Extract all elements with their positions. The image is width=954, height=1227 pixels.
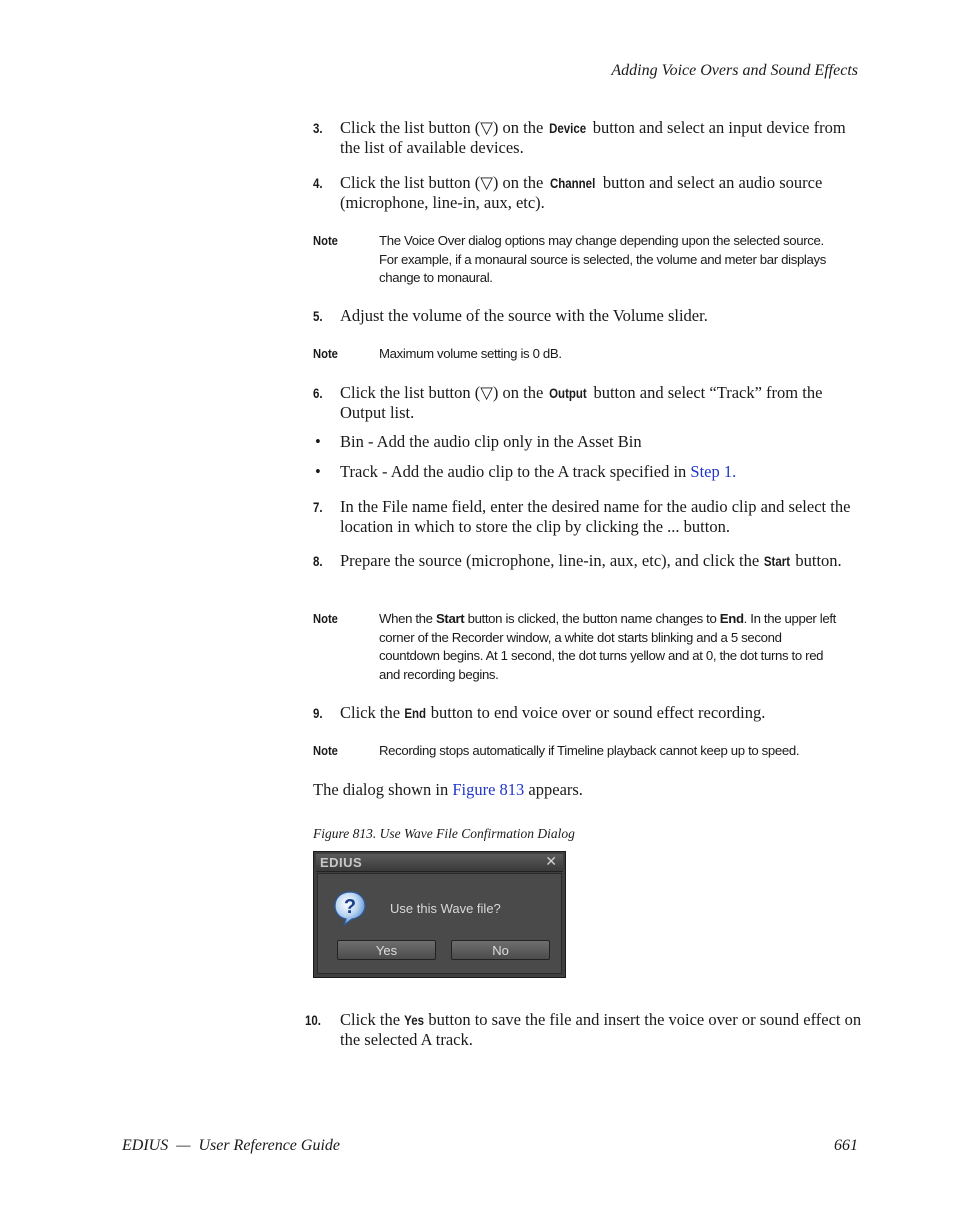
note-label: Note: [313, 233, 338, 248]
ui-label-output: Output: [549, 385, 588, 401]
step-text: In the File name field, enter the desired name for the audio clip and select the location in which to store the clip by clicking the ... button.: [340, 497, 851, 536]
step-text: button and select an audio source (microphone, line-in, aux, etc).: [340, 173, 823, 212]
step-text: button.: [791, 551, 842, 570]
ui-label-end: End: [719, 611, 744, 626]
note-text: Maximum volume setting is 0 dB.: [379, 346, 562, 361]
running-header: Adding Voice Overs and Sound Effects: [611, 62, 858, 79]
list-item-text: Bin - Add the audio clip only in the Asset Bin: [340, 432, 642, 451]
step-text: Click the: [340, 703, 405, 722]
close-icon[interactable]: ✕: [545, 854, 557, 870]
ui-label-end: End: [404, 705, 427, 721]
question-icon: [332, 890, 368, 926]
list-item-text: Track - Add the audio clip to the A track specified in: [340, 462, 691, 481]
step-number: 8.: [313, 554, 323, 569]
note-text: button is clicked, the button name changes to: [464, 611, 720, 626]
list-item-text: .: [732, 462, 737, 481]
figure-813-link[interactable]: Figure 813: [452, 780, 525, 799]
note-label: Note: [313, 611, 338, 626]
step-text: Click the list button (▽) on the: [340, 118, 548, 137]
step-text: Adjust the volume of the source with the Volume slider.: [340, 306, 708, 325]
note-1: [313, 232, 853, 288]
note-4: [313, 742, 853, 761]
step-number: 6.: [313, 386, 323, 401]
step-7: [313, 497, 863, 537]
step-4: [313, 173, 863, 213]
step-text: Click the list button (▽) on the: [340, 173, 548, 192]
step-5: [313, 306, 863, 326]
step-text: button and select “Track” from the Output list.: [340, 383, 823, 422]
step-number: 10.: [305, 1013, 321, 1028]
note-text: When the: [379, 611, 436, 626]
list-item: [313, 462, 736, 482]
step-text: button to save the file and insert the voice over or sound effect on the selected A track.: [340, 1010, 862, 1049]
ui-label-channel: Channel: [550, 175, 596, 191]
step-text: Click the: [340, 1010, 405, 1029]
step-number: 5.: [313, 309, 323, 324]
step-text: button to end voice over or sound effect recording.: [426, 703, 766, 722]
note-label: Note: [313, 743, 338, 758]
step-number: 9.: [313, 706, 323, 721]
bullet-symbol: •: [315, 432, 321, 451]
step-number: 3.: [313, 121, 323, 136]
page-number: 661: [834, 1137, 858, 1154]
paragraph: [313, 780, 583, 800]
footer-title: EDIUS — User Reference Guide: [122, 1137, 341, 1154]
dialog-message: Use this Wave file?: [390, 901, 501, 916]
no-button[interactable]: No: [451, 940, 550, 960]
figure-caption: Figure 813. Use Wave File Confirmation Dialog: [313, 826, 575, 841]
paragraph-text: appears.: [524, 780, 583, 799]
bullet-symbol: •: [315, 462, 321, 481]
yes-button[interactable]: Yes: [337, 940, 436, 960]
note-text: The Voice Over dialog options may change depending upon the selected source. For example, if a monaural source is selected, the volume and meter bar displays change to monaural.: [379, 233, 826, 285]
step-8: [313, 551, 863, 571]
dialog-title: EDIUS: [320, 855, 363, 870]
paragraph-text: The dialog shown in: [313, 780, 453, 799]
step-text: Click the list button (▽) on the: [340, 383, 548, 402]
note-label: Note: [313, 346, 338, 361]
step-9: [313, 703, 863, 723]
step-10: [305, 1010, 863, 1050]
note-3: [313, 610, 853, 684]
ui-label-device: Device: [549, 120, 587, 136]
ui-label-yes: Yes: [404, 1012, 425, 1028]
step-6: [313, 383, 863, 423]
ui-label-start: Start: [764, 553, 791, 569]
note-text: . In the upper left corner of the Recorder window, a white dot starts blinking and a 5 second countdown begins. At 1 second, the dot turns yellow and at 0, the dot turns to red and recording begins.: [379, 611, 836, 682]
ui-label-start: Start: [435, 611, 465, 626]
step-text: button and select an input device from the list of available devices.: [340, 118, 846, 157]
list-item: [313, 432, 642, 452]
wave-confirm-dialog: [313, 851, 566, 978]
dialog-titlebar: [316, 854, 563, 872]
step-3: [313, 118, 863, 158]
step-1-link[interactable]: Step 1: [690, 462, 733, 481]
dialog-body: [317, 873, 562, 974]
step-number: 4.: [313, 176, 323, 191]
step-text: Prepare the source (microphone, line-in, aux, etc), and click the: [340, 551, 764, 570]
step-number: 7.: [313, 500, 323, 515]
note-2: [313, 345, 853, 364]
svg-text:?: ?: [343, 896, 357, 918]
note-text: Recording stops automatically if Timeline playback cannot keep up to speed.: [379, 743, 800, 758]
